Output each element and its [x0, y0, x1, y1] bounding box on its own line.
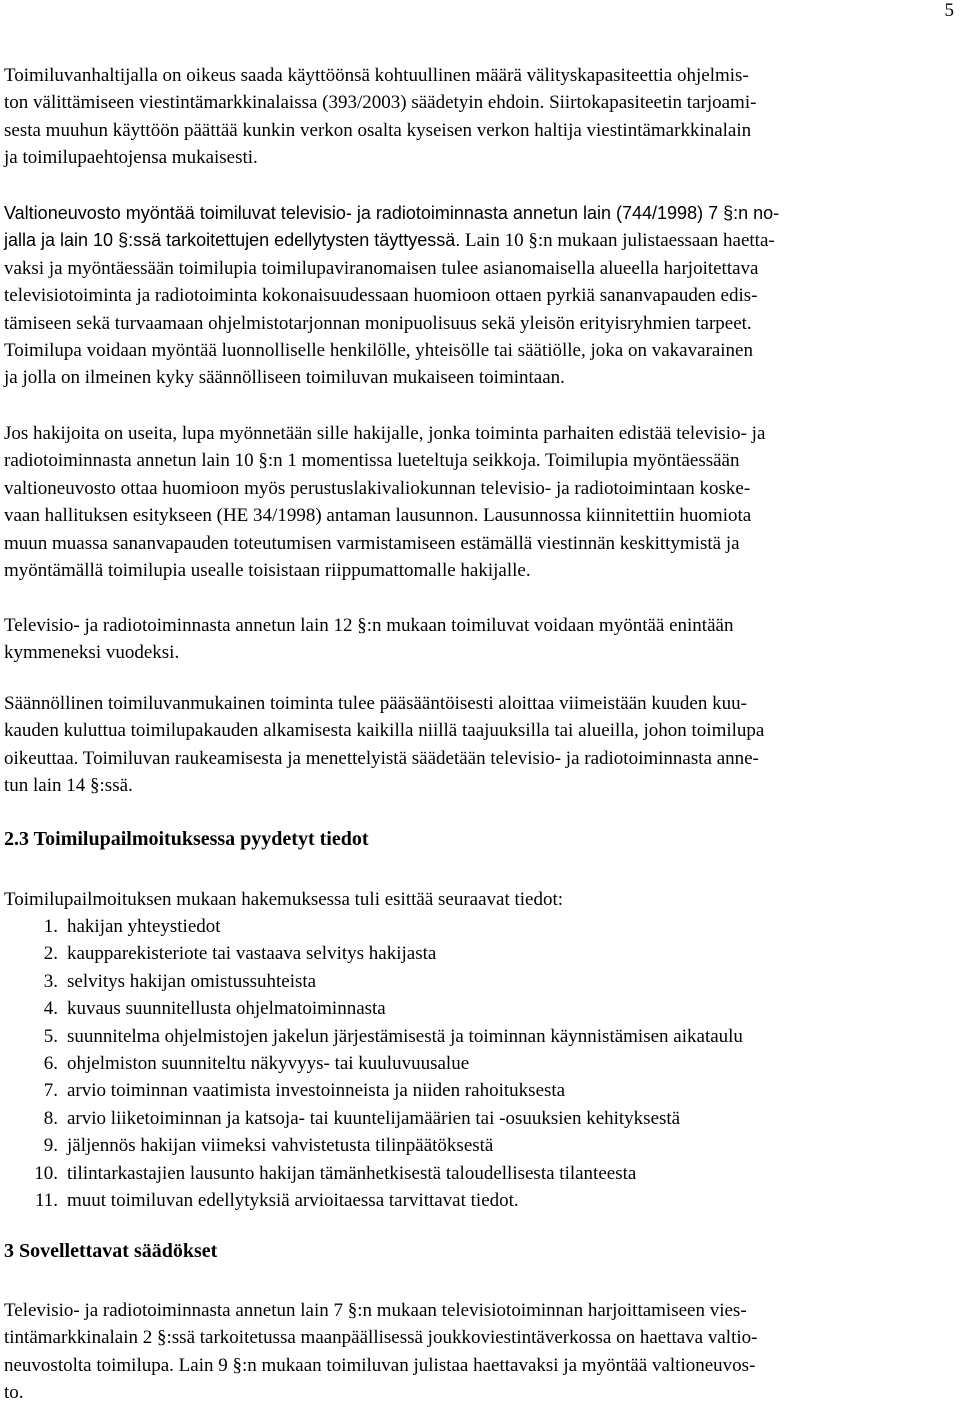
list-item-text: muut toimiluvan edellytyksiä arvioitaessa tarvittavat tiedot.: [67, 1189, 519, 1211]
list-item: [4, 1023, 952, 1050]
text-line: ja toimilupaehtojensa mukaisesti.: [4, 147, 258, 169]
list-item: [4, 1187, 952, 1214]
text-line: oikeuttaa. Toimiluvan raukeamisesta ja menettelyistä säädetään televisio- ja radiotoiminnasta anne-: [4, 747, 759, 769]
text-line: Toimilupa voidaan myöntää luonnolliselle henkilölle, yhteisölle tai säätiölle, joka on vakavarainen: [4, 339, 753, 361]
list-item-text: arvio liiketoiminnan ja katsoja- tai kuuntelijamäärien tai -osuuksien kehityksestä: [67, 1107, 681, 1129]
list-intro: [4, 886, 952, 913]
list-item: [4, 1132, 952, 1159]
text-line: Jos hakijoita on useita, lupa myönnetään sille hakijalle, jonka toiminta parhaiten edistää televisio- ja: [4, 423, 766, 444]
list-item-number: 7.: [43, 1080, 58, 1102]
list-item: [4, 1160, 952, 1187]
list-item-text: arvio toiminnan vaatimista investoinneista ja niiden rahoituksesta: [67, 1080, 566, 1102]
list-item-number: 3.: [43, 970, 58, 992]
text-segment-serif: Lain 10 §:n mukaan julistaessaan haetta-: [460, 230, 775, 252]
text-line: radiotoiminnasta annetun lain 10 §:n 1 momentissa lueteltuja seikkoja. Toimilupia myöntäessään: [4, 450, 740, 472]
requirements-list: [4, 913, 952, 1214]
text-line: sesta muuhun käyttöön päättää kunkin verkon osalta kyseisen verkon haltija viestintämarkkinalain: [4, 119, 752, 141]
section-heading-3: 3 Sovellettavat säädökset: [4, 1240, 218, 1262]
text-line: tun lain 14 §:ssä.: [4, 775, 133, 797]
paragraph-multiple-applicants: [4, 420, 952, 584]
list-item-number: 11.: [34, 1189, 58, 1211]
text-line: ja jolla on ilmeinen kyky säännölliseen toimiluvan mukaiseen toimintaan.: [4, 367, 565, 389]
list-item: [4, 940, 952, 967]
text-line: tintämarkkinalain 2 §:ssä tarkoitetussa maanpäällisessä joukkoviestintäverkossa on haettava valtio-: [4, 1327, 758, 1349]
list-item: [4, 913, 952, 940]
text-line: myöntämällä toimilupia usealle toisistaan riippumattomalle hakijalle.: [4, 559, 531, 581]
list-item-text: ohjelmiston suunniteltu näkyvyys- tai kuuluvuusalue: [67, 1052, 470, 1074]
text-line: vaksi ja myöntäessään toimilupia toimilupaviranomaisen tulee asianomaisella alueella harjoitettava: [4, 257, 759, 279]
list-item-text: tilintarkastajien lausunto hakijan tämänhetkisestä taloudellisesta tilanteesta: [67, 1162, 637, 1184]
text-line: Toimiluvanhaltijalla on oikeus saada käyttöönsä kohtuullinen määrä välityskapasiteettia ohjelmis-: [4, 65, 749, 86]
paragraph-transmission-capacity: [4, 62, 952, 172]
text-line: muun muassa sananvapauden toteutumisen varmistamiseen estämällä viestinnän keskittymistä ja: [4, 532, 740, 554]
text-line: to.: [4, 1382, 24, 1404]
text-line: Säännöllinen toimiluvanmukainen toiminta tulee pääsääntöisesti aloittaa viimeistään kuuden kuu-: [4, 693, 747, 714]
list-item-number: 2.: [43, 943, 58, 965]
text-line: Toimilupailmoituksen mukaan hakemuksessa tuli esittää seuraavat tiedot:: [4, 889, 564, 910]
list-item-number: 8.: [43, 1107, 58, 1129]
text-line: kymmeneksi vuodeksi.: [4, 642, 180, 664]
list-item-text: suunnitelma ohjelmistojen jakelun järjestämisestä ja toiminnan käynnistämisen aikataulu: [67, 1025, 743, 1047]
list-item-text: selvitys hakijan omistussuhteista: [67, 970, 317, 992]
list-item: [4, 1050, 952, 1077]
text-line: neuvostolta toimilupa. Lain 9 §:n mukaan toimiluvan julistaa haettavaksi ja myöntää valtioneuvos-: [4, 1354, 756, 1376]
list-item: [4, 1077, 952, 1104]
list-item: [4, 995, 952, 1022]
list-item-text: kuvaus suunnitellusta ohjelmatoiminnasta: [67, 998, 386, 1020]
text-line: ton välittämiseen viestintämarkkinalaissa (393/2003) säädetyin ehdoin. Siirtokapasiteetin tarjoami-: [4, 92, 757, 114]
text-segment-sans: jalla ja lain 10 §:ssä tarkoitettujen edellytysten täyttyessä.: [4, 230, 461, 251]
text-line: kauden kuluttua toimilupakauden alkamisesta kaikilla niillä taajuuksilla tai alueilla, johon toimilupa: [4, 720, 765, 742]
paragraph-licence-duration: [4, 612, 952, 667]
text-line: tämiseen sekä turvaamaan ohjelmistotarjonnan monipuolisuus sekä yleisön erityisryhmien tarpeet.: [4, 312, 752, 334]
list-item-text: kaupparekisteriote tai vastaava selvitys hakijasta: [67, 943, 437, 965]
list-item-text: hakijan yhteystiedot: [67, 916, 221, 937]
list-item: [4, 968, 952, 995]
paragraph-government-licences: [4, 200, 952, 392]
page-number: 5: [944, 0, 954, 21]
text-line: Televisio- ja radiotoiminnasta annetun lain 7 §:n mukaan televisiotoiminnan harjoittamiseen vies-: [4, 1300, 747, 1321]
list-item-number: 1.: [43, 916, 58, 937]
text-line: Valtioneuvosto myöntää toimiluvat televisio- ja radiotoiminnasta annetun lain (744/1998) 7 §:n no-: [4, 203, 780, 223]
text-line: Televisio- ja radiotoiminnasta annetun lain 12 §:n mukaan toimiluvat voidaan myöntää enintään: [4, 615, 734, 636]
section-heading-2-3: 2.3 Toimilupailmoituksessa pyydetyt tiedot: [4, 828, 369, 850]
list-item-text: jäljennös hakijan viimeksi vahvistetusta tilinpäätöksestä: [67, 1135, 494, 1157]
text-line: valtioneuvosto ottaa huomioon myös perustuslakivaliokunnan televisio- ja radiotoimintaan koske-: [4, 477, 751, 499]
text-line: televisiotoiminta ja radiotoiminta kokonaisuudessaan huomioon ottaen pyrkiä sananvapauden edis-: [4, 285, 758, 307]
list-item-number: 10.: [34, 1162, 58, 1184]
text-line: vaan hallituksen esitykseen (HE 34/1998) antaman lausunnon. Lausunnossa kiinnitettiin huomiota: [4, 505, 752, 527]
list-item-number: 6.: [43, 1052, 58, 1074]
text-line-mixed: [4, 227, 952, 254]
list-item: [4, 1105, 952, 1132]
list-item-number: 5.: [43, 1025, 58, 1047]
list-item-number: 9.: [43, 1135, 58, 1157]
list-item-number: 4.: [43, 998, 58, 1020]
paragraph-applicable-law: [4, 1297, 952, 1407]
paragraph-operation-start: [4, 690, 952, 800]
